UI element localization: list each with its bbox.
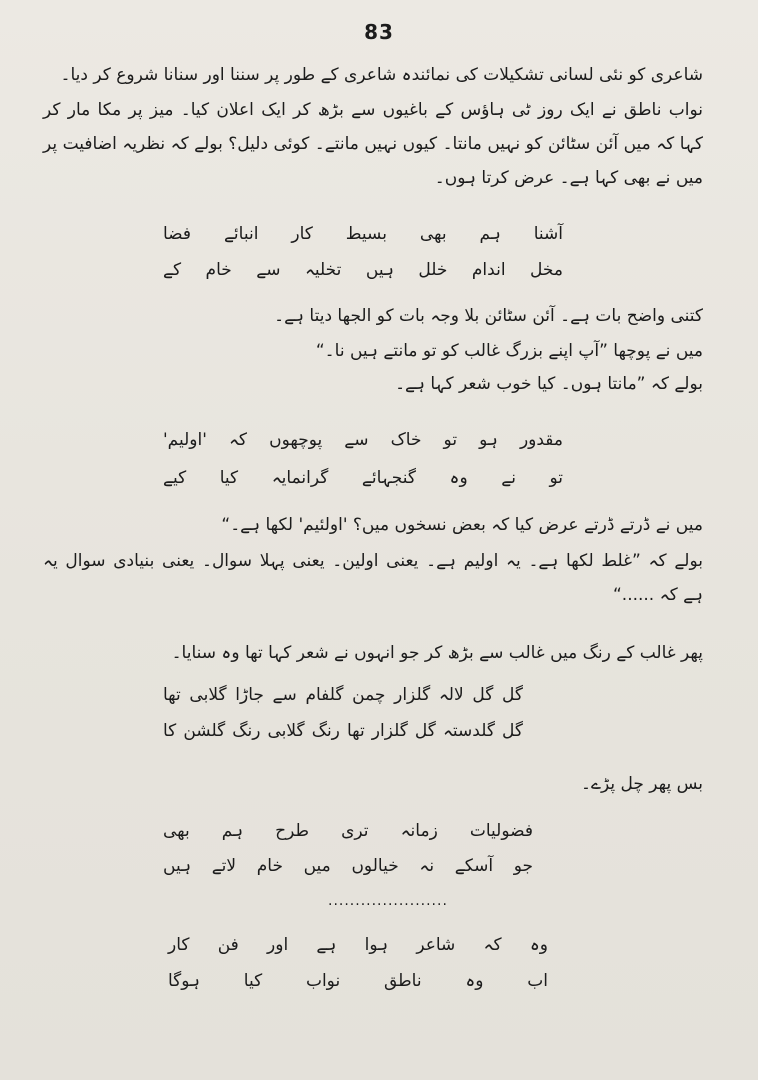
prose-line: بس پھر چل پڑے۔ xyxy=(581,774,703,794)
verse-line: مخل اندام خلل ہیں تخلیہ سے خام کے xyxy=(163,260,563,280)
verse-line: فضولیات زمانہ تری طرح ہم بھی xyxy=(163,821,533,841)
prose-line: میں نے ڈرتے ڈرتے عرض کیا کہ بعض نسخوں میں؟ 'اولئیم' لکھا ہے۔“ xyxy=(221,515,703,535)
verse-line: گل گلدستہ گل گلزار تھا رنگ گلابی رنگ گلشن کا xyxy=(163,721,523,741)
verse-line: وہ کہ شاعر ہوا ہے اور فن کار xyxy=(168,935,548,955)
prose-line: بولے کہ ”غلط لکھا ہے۔ یہ اولیم ہے۔ یعنی اولین۔ یعنی پہلا سوال۔ یعنی بنیادی سوال یہ xyxy=(43,551,703,571)
prose-line: نواب ناطق نے ایک روز ٹی ہاؤس کے باغیوں سے بڑھ کر ایک اعلان کیا۔ میز پر مکا مار کر xyxy=(43,100,703,120)
prose-line: شاعری کو نئی لسانی تشکیلات کی نمائندہ شاعری کے طور پر سننا اور سنانا شروع کر دیا۔ xyxy=(60,65,703,85)
prose-line: میں نے پوچھا ”آپ اپنے بزرگ غالب کو تو مانتے ہیں نا۔“ xyxy=(315,341,703,361)
prose-line: کتنی واضح بات ہے۔ آئن سٹائن بلا وجہ بات کو الجھا دیتا ہے۔ xyxy=(274,306,703,326)
verse-line: جو آسکے نہ خیالوں میں خام لاتے ہیں xyxy=(163,856,533,876)
prose-line: بولے کہ ”مانتا ہوں۔ کیا خوب شعر کہا ہے۔ xyxy=(395,374,703,394)
verse-line: آشنا ہم بھی بسیط کار انبائے فضا xyxy=(163,224,563,244)
prose-line: پھر غالب کے رنگ میں غالب سے بڑھ کر جو انہوں نے شعر کہا تھا وہ سنایا۔ xyxy=(171,643,703,663)
page-number: 83 xyxy=(364,20,394,44)
prose-line: میں نے بھی کہا ہے۔ عرض کرتا ہوں۔ xyxy=(434,168,703,188)
verse-line: گل گل لالہ گلزار چمن گلفام سے جاڑا گلابی تھا xyxy=(163,685,523,705)
verse-line: تو نے وہ گنجہائے گرانمایہ کیا کیے xyxy=(163,468,563,488)
verse-line: مقدور ہو تو خاک سے پوچھوں کہ 'اولیم' xyxy=(163,430,563,450)
verse-separator: ...................... xyxy=(328,893,448,909)
prose-line: ہے کہ ......“ xyxy=(612,585,703,605)
verse-line: اب وہ ناطق نواب کیا ہوگا xyxy=(168,971,548,991)
prose-line: کہا کہ میں آئن سٹائن کو نہیں مانتا۔ کیوں نہیں مانتے۔ کوئی دلیل؟ بولے کہ نظریہ اضافیت پر xyxy=(43,134,703,154)
